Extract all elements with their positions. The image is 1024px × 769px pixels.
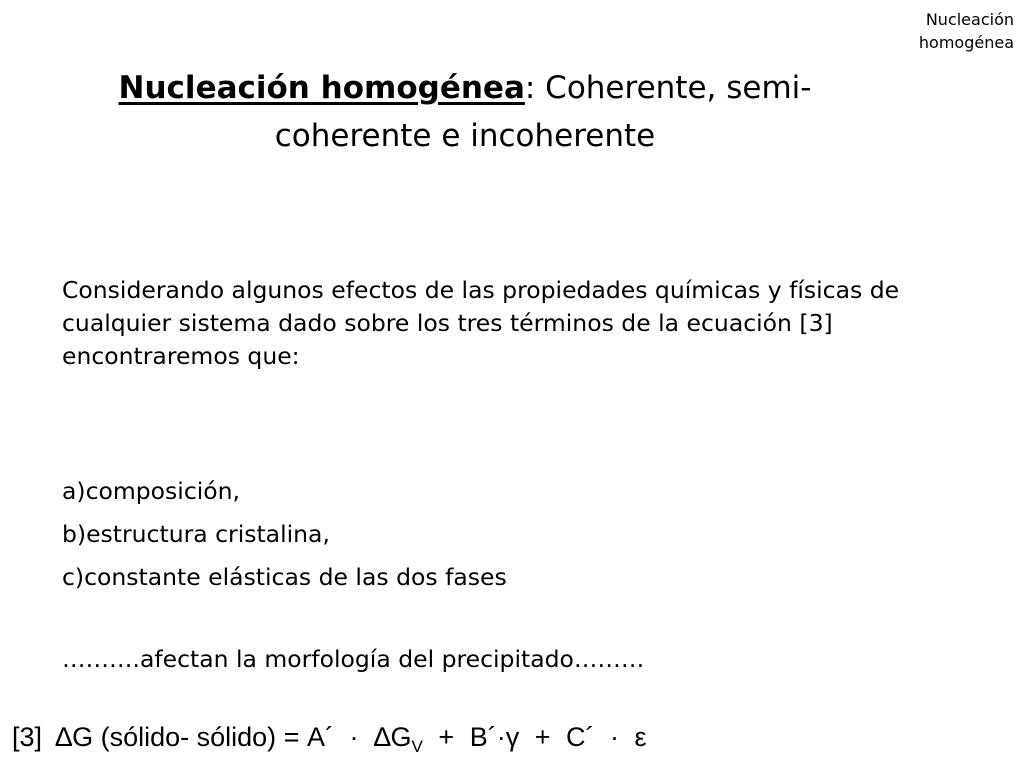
factor-list bbox=[62, 470, 962, 599]
equation-delta-g: ∆G bbox=[55, 722, 94, 752]
equation-dot-2: · bbox=[610, 722, 620, 752]
equation-term-c: C´ bbox=[566, 722, 595, 752]
equation-epsilon: ε bbox=[634, 722, 647, 752]
title-main-underlined: Nucleación homogénea bbox=[118, 70, 525, 106]
equation-condition: (sólido- sólido) bbox=[100, 722, 277, 752]
equation-dot-1: · bbox=[349, 722, 359, 752]
equation-plus-2: + bbox=[534, 722, 551, 752]
section-label-line2: homogénea bbox=[918, 33, 1014, 52]
factor-item-composition: a)composición, bbox=[62, 477, 241, 505]
equation-3 bbox=[12, 715, 912, 759]
equation-delta-gv: ∆G bbox=[374, 722, 412, 752]
equation-term-b: B´·γ bbox=[469, 722, 520, 752]
intro-paragraph: Considerando algunos efectos de las propiedades químicas y físicas de cualquier sistema dado sobre los tres términos de la ecuación [3] encontraremos que: bbox=[62, 276, 900, 370]
equation-gv-subscript: V bbox=[411, 737, 423, 756]
title-line2: coherente e incoherente bbox=[274, 118, 656, 154]
equation-label: [3] bbox=[12, 722, 43, 752]
conclusion-text: ……….afectan la morfología del precipitado……… bbox=[62, 645, 645, 673]
section-label-line1: Nucleación bbox=[925, 10, 1014, 29]
section-label bbox=[854, 8, 1014, 54]
equation-equals: = bbox=[283, 722, 300, 752]
factor-item-elastic-constants: c)constante elásticas de las dos fases bbox=[62, 563, 507, 591]
slide-title bbox=[40, 64, 890, 160]
equation-term-a: A´ bbox=[306, 722, 334, 752]
title-rest-line1: : Coherente, semi- bbox=[524, 70, 812, 106]
factor-item-crystal-structure: b)estructura cristalina, bbox=[62, 520, 330, 548]
equation-plus-1: + bbox=[438, 722, 455, 752]
